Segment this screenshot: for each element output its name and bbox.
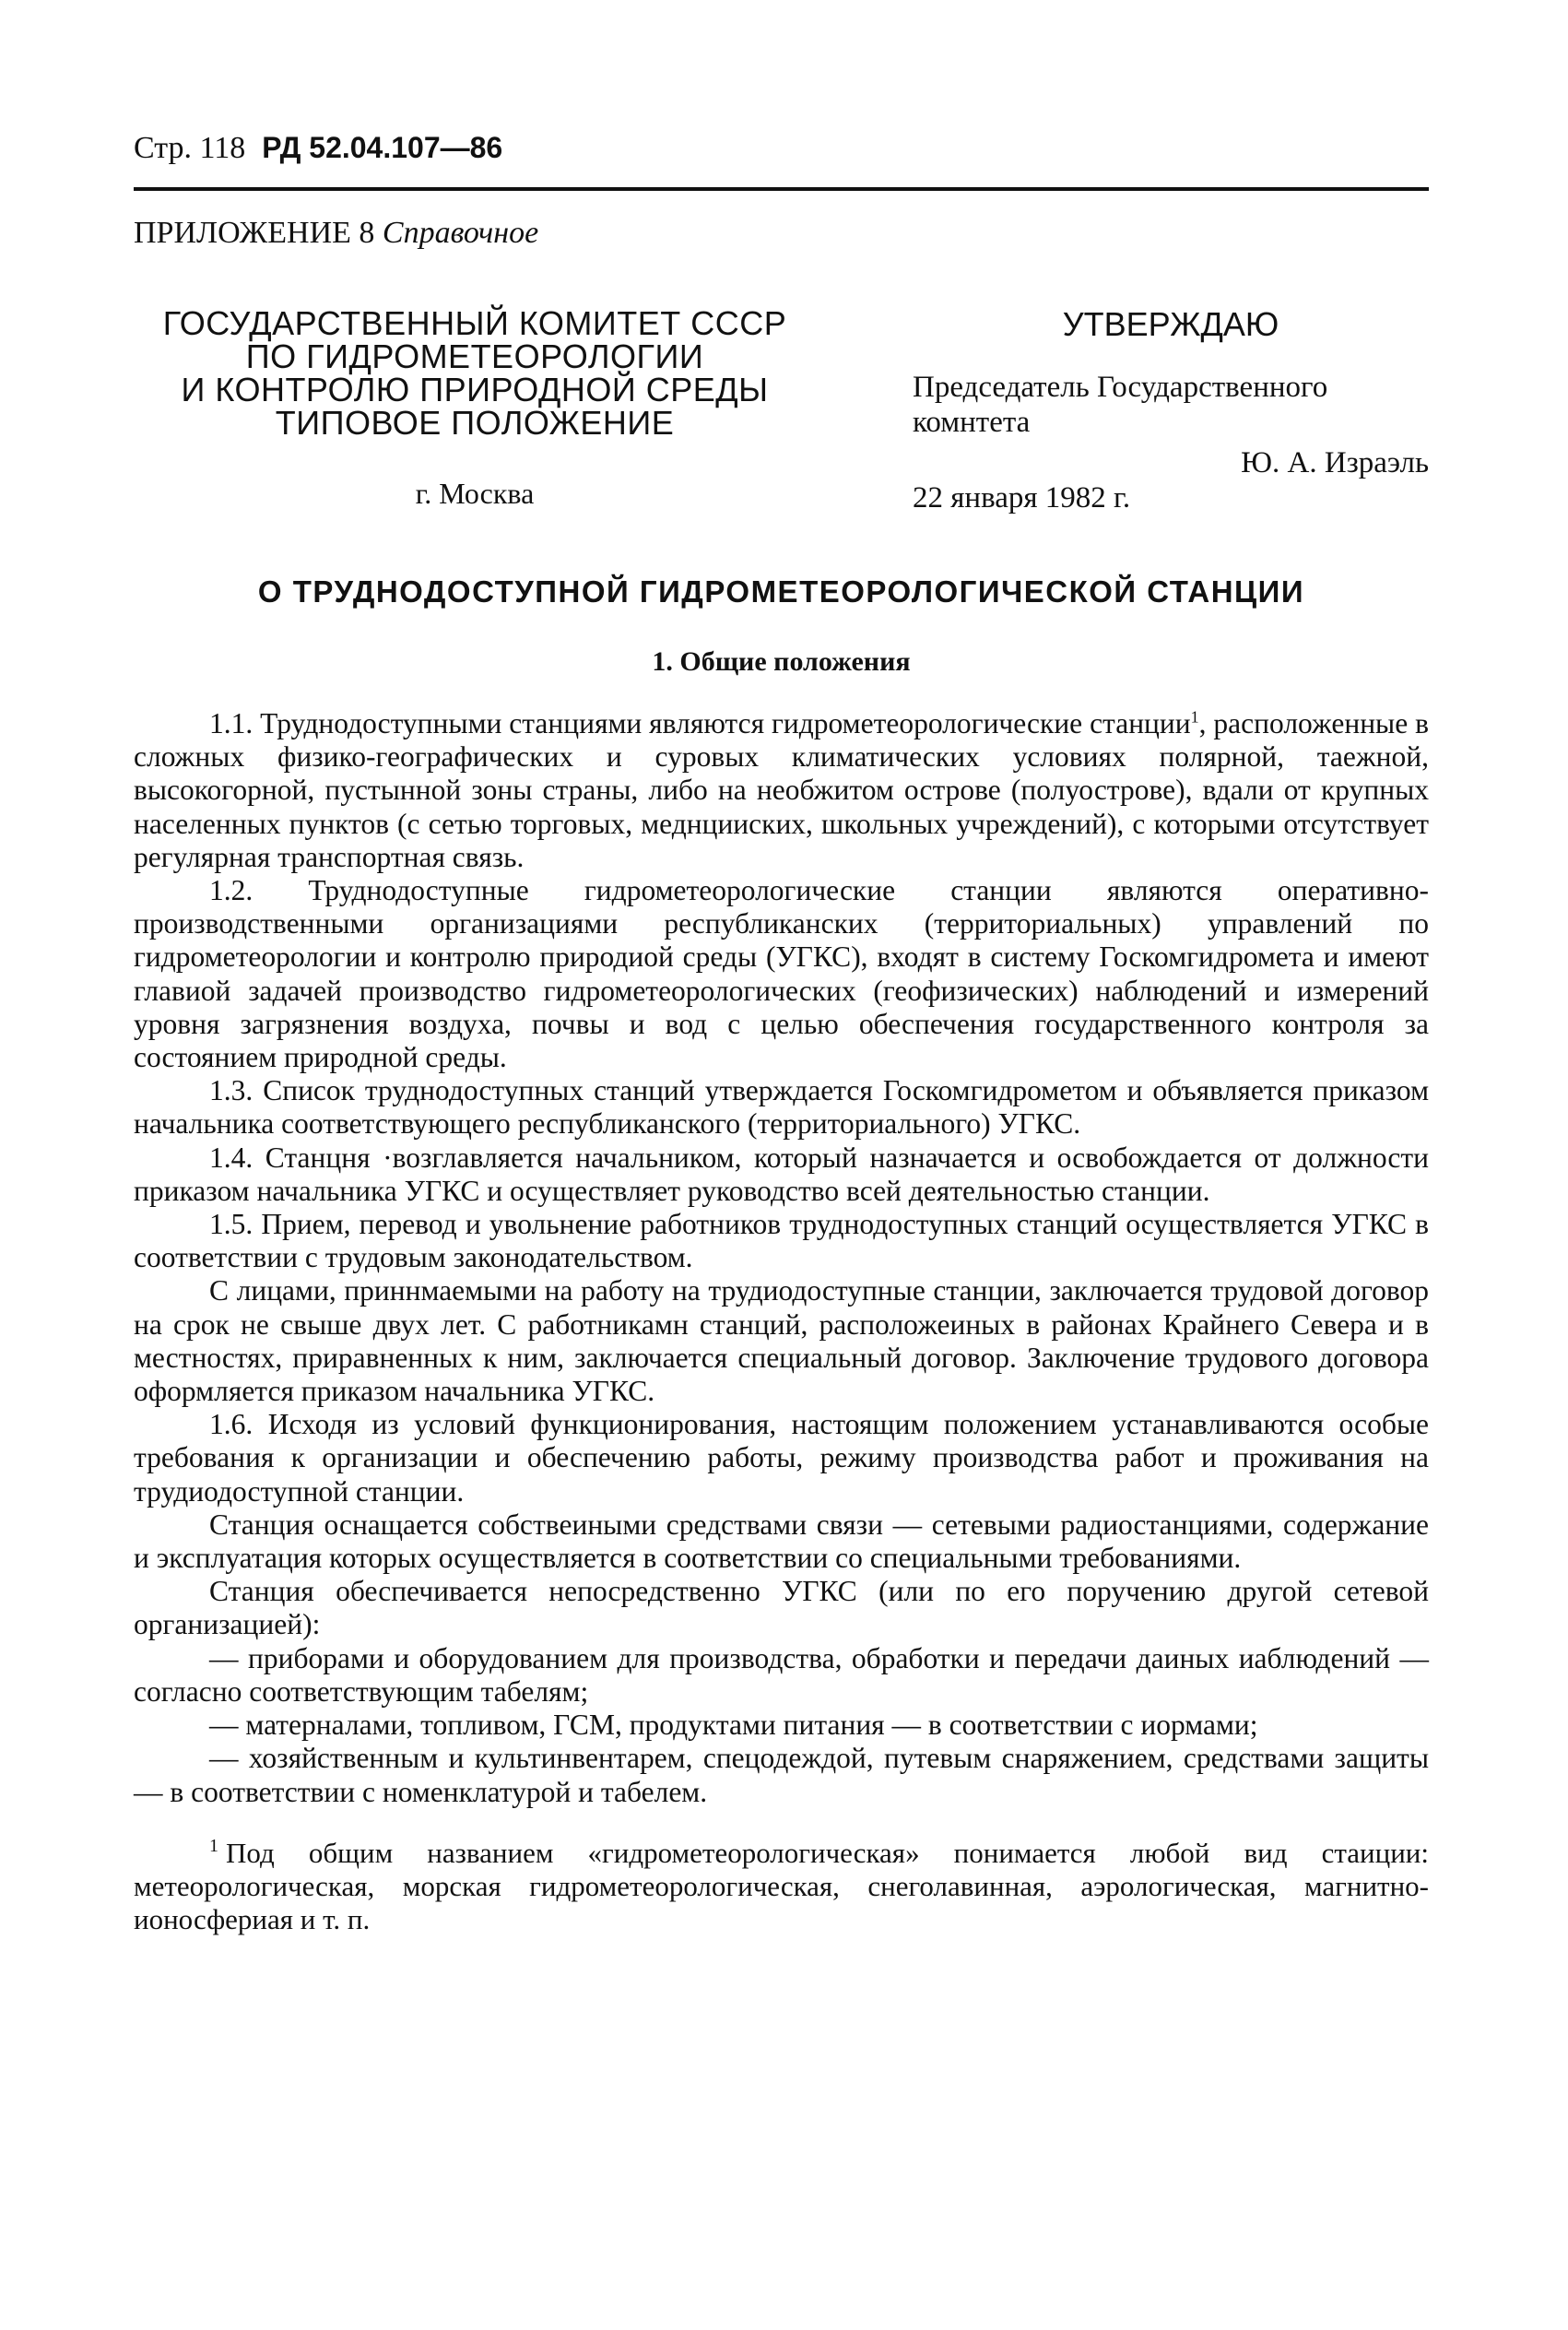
position-line-1: Председатель Государственного: [913, 371, 1328, 404]
appendix-note: Справочное: [382, 216, 539, 250]
footnote-number: 1: [209, 1836, 218, 1857]
paragraph-1-2: 1.2. Труднодоступные гидрометеорологические станции являются оперативно-производственными организациями республиканских (территориальных) управлений по гидрометеорологии и контролю природиой среды (УГКС), входят в систему Госкомгидромета и имеют главиой задачей производство гидрометеорологических (геофизических) наблюдений и измерений уровня загрязнения воздуха, почвы и вод с целью обеспечения государственного контроля за состоянием природной среды.: [134, 874, 1429, 1074]
appendix-line: [134, 215, 1429, 252]
paragraph-1-3: 1.3. Список труднодоступных станций утверждается Госкомгидрометом и объявляется приказом начальника соответствующего республиканского (территориального) УГКС.: [134, 1074, 1429, 1141]
footnote: [134, 1837, 1429, 1936]
doc-title: О ТРУДНОДОСТУПНОЙ ГИДРОМЕТЕОРОЛОГИЧЕСКОЙ СТАНЦИИ: [257, 574, 1305, 609]
section-title: 1. Общие положения: [652, 646, 911, 677]
paragraph-1-5-contracts: С лицами, приннмаемыми на работу на трудиодоступные станции, заключается трудовой договор на срок не свыше двух лет. С работникамн станций, расположеиных в районах Крайнего Севера и в местностях, приравненных к ним, заключается специальный договор. Заключение трудового договора оформляется приказом начальника УГКС.: [134, 1274, 1429, 1408]
paragraph-1-1: [134, 707, 1429, 874]
list-item-materials: — матерналами, топливом, ГСМ, продуктами питания — в соответствии с иормами;: [209, 1709, 1258, 1742]
approve-heading: УТВЕРЖДАЮ: [1062, 305, 1279, 343]
approval-date: 22 января 1982 г.: [913, 481, 1131, 514]
appendix-label: ПРИЛОЖЕНИЕ 8: [134, 216, 375, 250]
issuer-block: [134, 304, 816, 515]
header-rule: [134, 187, 1429, 191]
paragraph-1-6-supply: Станция обеспечивается непосредственно УГКС (или по его поручению другой сетевой организацией):: [134, 1575, 1429, 1641]
paragraph-1-1-start: 1.1. Труднодоступными станциями являются гидрометеорологические станции: [209, 707, 1191, 739]
document-page: [134, 129, 1429, 1936]
doc-code: РД 52.04.107—86: [262, 131, 503, 164]
paragraph-1-6-radio: Станция оснащается собствеиными средствами связи — сетевыми радиостанциями, содержание и эксплуатация которых осуществляется в соответствии со специальными требованиями.: [134, 1508, 1429, 1575]
list-item-instruments: — приборами и оборудованием для производства, обработки и передачи даиных иаблюдений — согласно соответствующим табелям;: [134, 1641, 1429, 1708]
header-block: [134, 304, 1429, 515]
issuer-line-2: ПО ГИДРОМЕТЕОРОЛОГИИ: [245, 337, 704, 375]
approval-block: [913, 307, 1429, 515]
position-line-2: комнтета: [913, 406, 1031, 439]
paragraph-1-6: 1.6. Исходя из условий функционирования, настоящим положением устанавливаются особые требования к организации и обеспечению работы, режиму производства работ и проживания на трудиодоступной станции.: [134, 1408, 1429, 1508]
signer-name: Ю. А. Израэль: [1241, 446, 1429, 479]
footnote-paragraph: [134, 1837, 1429, 1936]
city: г. Москва: [415, 477, 535, 510]
footnote-ref: 1: [1190, 707, 1199, 727]
running-head: [134, 129, 1429, 167]
list-item-equipment: — хозяйственным и культинвентарем, спецодеждой, путевым снаряжением, средствами защиты — в соответствии с номенклатурой и табелем.: [134, 1742, 1429, 1808]
footnote-text: Под общим названием «гидрометеорологическая» понимается любой вид стаиции: метеорологическая, морская гидрометеорологическая, снеголавинная, аэрологическая, магнитно-ионосфериая и т. п.: [134, 1836, 1429, 1935]
doc-type: ТИПОВОЕ ПОЛОЖЕНИЕ: [275, 404, 675, 442]
issuer-line-3: И КОНТРОЛЮ ПРИРОДНОЙ СРЕДЫ: [181, 371, 769, 408]
paragraph-1-4: 1.4. Станцня ·возглавляется начальником, который назначается и освобождается от должности приказом начальника УГКС и осуществляет руководство всей деятельностью станции.: [134, 1141, 1429, 1207]
paragraph-1-1-rest: , расположенные в сложных физико-географических и суровых климатических условиях полярной, таежной, высокогорной, пустынной зоны страны, либо на необжитом острове (полуострове), вдали от крупных населенных пунктов (с сетью торговых, меднцииских, школьных учреждений), с которыми отсутствует регулярная транспортная связь.: [134, 707, 1429, 873]
paragraph-1-5: 1.5. Прием, перевод и увольнение работников труднодоступных станций осуществляется УГКС в соответствии с трудовым законодательством.: [134, 1208, 1429, 1274]
issuer-line-1: ГОСУДАРСТВЕННЫЙ КОМИТЕТ СССР: [162, 304, 787, 342]
page-label: Стр. 118: [134, 131, 246, 165]
body-text: [134, 707, 1429, 1809]
